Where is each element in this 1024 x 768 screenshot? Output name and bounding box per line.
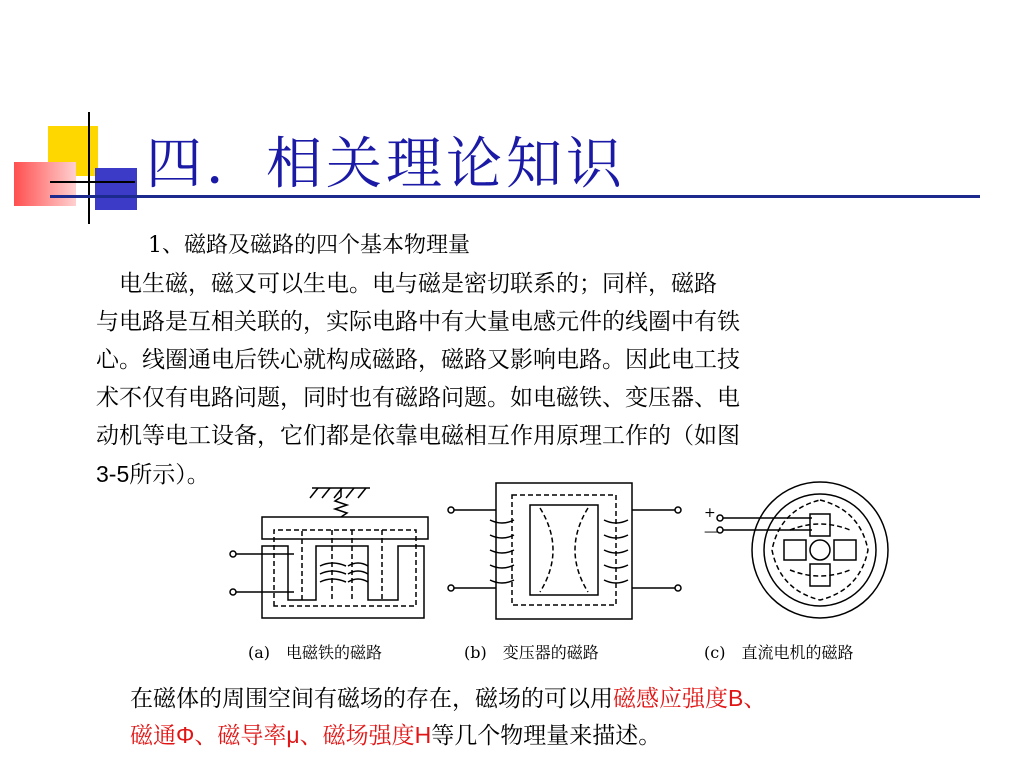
term-phi-symbol: Φ (176, 722, 195, 748)
term-h-symbol: H (414, 722, 432, 748)
term-magnetic-flux: 磁通 (130, 723, 176, 749)
conclusion-paragraph (130, 680, 766, 754)
body-line: 心。线圈通电后铁心就构成磁路，磁路又影响电路。因此电工技 (96, 347, 740, 373)
conclusion-tail: 等几个物理量来描述。 (431, 723, 662, 749)
conclusion-line-2 (130, 717, 766, 754)
figure-reference: 3-5 (96, 461, 130, 487)
section-subheading: 1、磁路及磁路的四个基本物理量 (148, 233, 470, 258)
plus-sign: + (704, 505, 716, 521)
body-line-tail: 所示）。 (129, 462, 210, 488)
conclusion-line-1 (130, 680, 766, 717)
decor-red-gradient-block (14, 162, 76, 206)
body-line: 电生磁，磁又可以生电。电与磁是密切联系的；同样，磁路 (96, 271, 717, 297)
caption-dc-motor: (c) 直流电机的磁路 (704, 643, 854, 662)
electromagnet-diagram (230, 488, 428, 618)
term-mu-symbol: μ (286, 722, 300, 748)
body-line: 动机等电工设备，它们都是依靠电磁相互作用原理工作的（如图 (96, 423, 740, 449)
body-line: 术不仅有电路问题，同时也有磁路问题。如电磁铁、变压器、电 (96, 385, 740, 411)
caption-transformer: (b) 变压器的磁路 (464, 643, 599, 662)
term-permeability: 、磁导率 (194, 723, 287, 749)
transformer-diagram (448, 483, 681, 619)
caption-electromagnet: (a) 电磁铁的磁路 (248, 643, 383, 662)
decor-vertical-line (88, 112, 90, 224)
term-magnetic-induction: 磁感应强度 (613, 686, 728, 712)
term-b-symbol: B、 (728, 685, 767, 711)
term-field-strength: 、磁场强度 (299, 723, 415, 749)
body-paragraph (96, 265, 902, 494)
decor-blue-square (95, 168, 137, 210)
minus-sign: — (704, 524, 718, 540)
slide-title: 四．相关理论知识 (146, 132, 626, 197)
body-line: 与电路是互相关联的，实际电路中有大量电感元件的线圈中有铁 (96, 309, 740, 335)
dc-motor-diagram (704, 482, 888, 618)
decor-short-rule (50, 181, 135, 183)
conclusion-text: 在磁体的周围空间有磁场的存在，磁场的可以用 (130, 686, 613, 712)
